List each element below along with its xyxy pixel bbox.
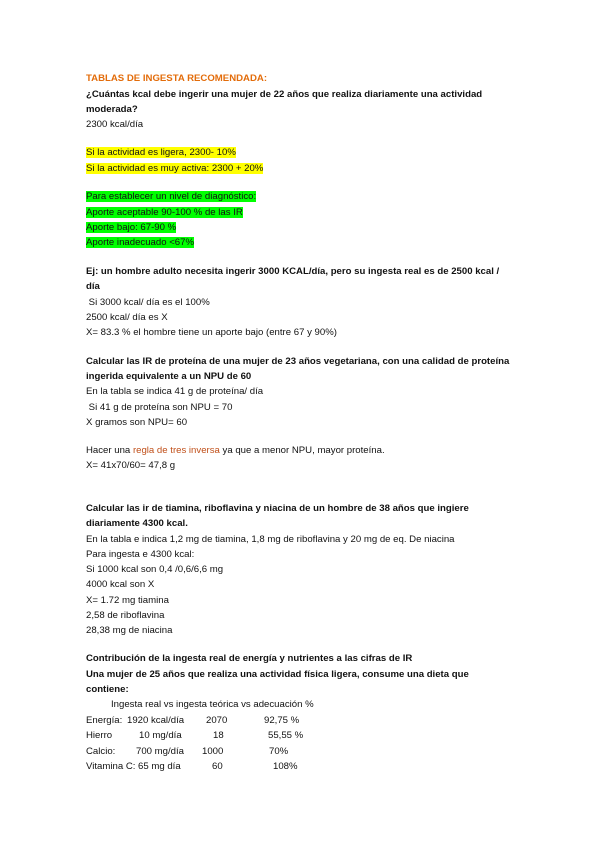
- adequacy: 92,75 %: [264, 715, 300, 726]
- theoretical-intake: 2070: [206, 715, 228, 726]
- theoretical-intake: 18: [213, 730, 224, 741]
- diagnostic-inadequate-text: Aporte inadecuado <67%: [86, 237, 195, 248]
- inverse-rule-link[interactable]: regla de tres inversa: [132, 445, 220, 456]
- real-intake: 1920 kcal/día: [127, 715, 185, 726]
- contribution-question-line-1: Una mujer de 25 años que realiza una actividad física ligera, consume una dieta que: [86, 669, 469, 680]
- adequacy: 55,55 %: [268, 730, 304, 741]
- vitamins-line-1: En la tabla e indica 1,2 mg de tiamina, 1,8 mg de riboflavina y 20 mg de eq. De niacina: [86, 534, 455, 545]
- activity-very-active-text: Si la actividad es muy activa: 2300 + 20%: [86, 163, 264, 174]
- real-intake: 10 mg/día: [139, 730, 182, 741]
- diagnostic-heading-text: Para establecer un nivel de diagnóstico:: [86, 191, 257, 202]
- nutrient-label: Hierro: [86, 730, 113, 741]
- adequacy: 70%: [269, 746, 289, 757]
- vitamins-line-3: Si 1000 kcal son 0,4 /0,6/6,6 mg: [86, 564, 224, 575]
- vitamins-line-4: 4000 kcal son X: [86, 579, 155, 590]
- activity-light-text: Si la actividad es ligera, 2300- 10%: [86, 147, 236, 158]
- contribution-heading: Contribución de la ingesta real de energía y nutrientes a las cifras de IR: [86, 653, 413, 664]
- vitamins-line-7: 28,38 mg de niacina: [86, 625, 173, 636]
- protein-line-1: En la tabla se indica 41 g de proteína/ día: [86, 386, 264, 397]
- protein-rule-post: ya que a menor NPU, mayor proteína.: [219, 445, 385, 456]
- protein-rule-pre: Hacer una: [86, 445, 133, 456]
- question-1-line-2: moderada?: [86, 104, 138, 115]
- real-intake: 700 mg/día: [136, 746, 185, 757]
- example-line-4: 2500 kcal/ día es X: [86, 312, 168, 323]
- diagnostic-low-text: Aporte bajo: 67-90 %: [86, 222, 177, 233]
- vitamins-line-2: Para ingesta e 4300 kcal:: [86, 549, 195, 560]
- adequacy: 108%: [273, 761, 298, 772]
- example-line-1: Ej: un hombre adulto necesita ingerir 3000 KCAL/día, pero su ingesta real es de 2500 kcal /: [86, 266, 500, 277]
- activity-light: [86, 146, 236, 160]
- theoretical-intake: 1000: [202, 746, 224, 757]
- table-header: Ingesta real vs ingesta teórica vs adecuación %: [111, 699, 314, 710]
- nutrient-label: Vitamina C:: [86, 761, 136, 772]
- protein-question-line-1: Calcular las IR de proteína de una mujer de 23 años vegetariana, con una calidad de proteína: [86, 356, 510, 367]
- nutrient-label: Calcio:: [86, 746, 116, 757]
- vitamins-line-6: 2,58 de riboflavina: [86, 610, 165, 621]
- contribution-question-line-2: contiene:: [86, 684, 129, 695]
- example-line-2: día: [86, 281, 100, 292]
- activity-very-active: [86, 162, 263, 176]
- example-line-5: X= 83.3 % el hombre tiene un aporte bajo (entre 67 y 90%): [86, 327, 337, 338]
- protein-line-2: Si 41 g de proteína son NPU = 70: [86, 402, 233, 413]
- real-intake: 65 mg día: [138, 761, 181, 772]
- vitamins-question-line-2: diariamente 4300 kcal.: [86, 518, 188, 529]
- diagnostic-acceptable: [86, 206, 243, 220]
- example-line-3: Si 3000 kcal/ día es el 100%: [86, 297, 210, 308]
- protein-question-line-2: ingerida equivalente a un NPU de 60: [86, 371, 252, 382]
- nutrient-label: Energía:: [86, 715, 123, 726]
- question-1-answer: 2300 kcal/día: [86, 119, 144, 130]
- diagnostic-acceptable-text: Aporte aceptable 90-100 % de las IR: [86, 207, 243, 218]
- protein-line-3: X gramos son NPU= 60: [86, 417, 188, 428]
- diagnostic-heading: [86, 190, 256, 204]
- diagnostic-low: [86, 221, 176, 235]
- theoretical-intake: 60: [212, 761, 223, 772]
- page-title: TABLAS DE INGESTA RECOMENDADA:: [86, 73, 268, 84]
- protein-rule: [86, 444, 385, 458]
- question-1-line-1: ¿Cuántas kcal debe ingerir una mujer de 22 años que realiza diariamente una actividad: [86, 89, 483, 100]
- protein-result: X= 41x70/60= 47,8 g: [86, 460, 176, 471]
- vitamins-line-5: X= 1.72 mg tiamina: [86, 595, 169, 606]
- vitamins-question-line-1: Calcular las ir de tiamina, riboflavina y niacina de un hombre de 38 años que ingiere: [86, 503, 469, 514]
- diagnostic-inadequate: [86, 236, 194, 250]
